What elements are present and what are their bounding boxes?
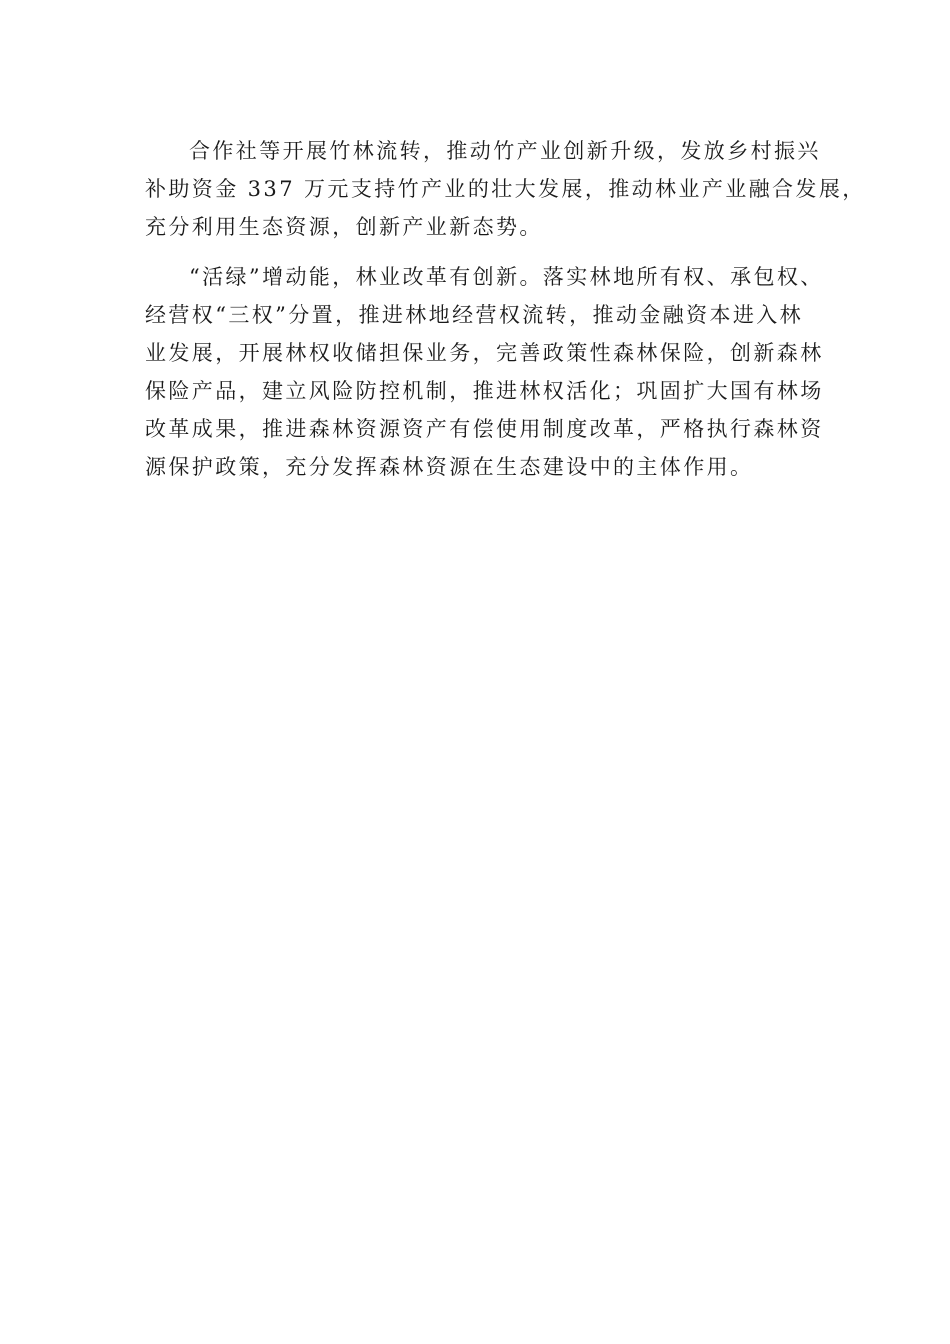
text-line: 充分利用生态资源，创新产业新态势。 xyxy=(145,215,543,239)
text-line: 业发展，开展林权收储担保业务，完善政策性森林保险，创新森林 xyxy=(145,341,824,365)
paragraph-1 xyxy=(145,132,866,246)
paragraph-spacer xyxy=(145,246,821,258)
text-line: 合作社等开展竹林流转，推动竹产业创新升级，发放乡村振兴 xyxy=(189,139,821,163)
text-line: 改革成果，推进森林资源资产有偿使用制度改革，严格执行森林资 xyxy=(145,417,824,441)
text-line: 补助资金 337 万元支持竹产业的壮大发展，推动林业产业融合发展， xyxy=(145,177,866,201)
paragraph-2 xyxy=(145,258,824,486)
text-line: 经营权“三权”分置，推进林地经营权流转，推动金融资本进入林 xyxy=(145,303,804,327)
text-line: 源保护政策，充分发挥森林资源在生态建设中的主体作用。 xyxy=(145,455,754,479)
body-text xyxy=(145,132,866,486)
text-line: “活绿”增动能，林业改革有创新。落实林地所有权、承包权、 xyxy=(189,265,824,289)
text-line: 保险产品，建立风险防控机制，推进林权活化；巩固扩大国有林场 xyxy=(145,379,824,403)
